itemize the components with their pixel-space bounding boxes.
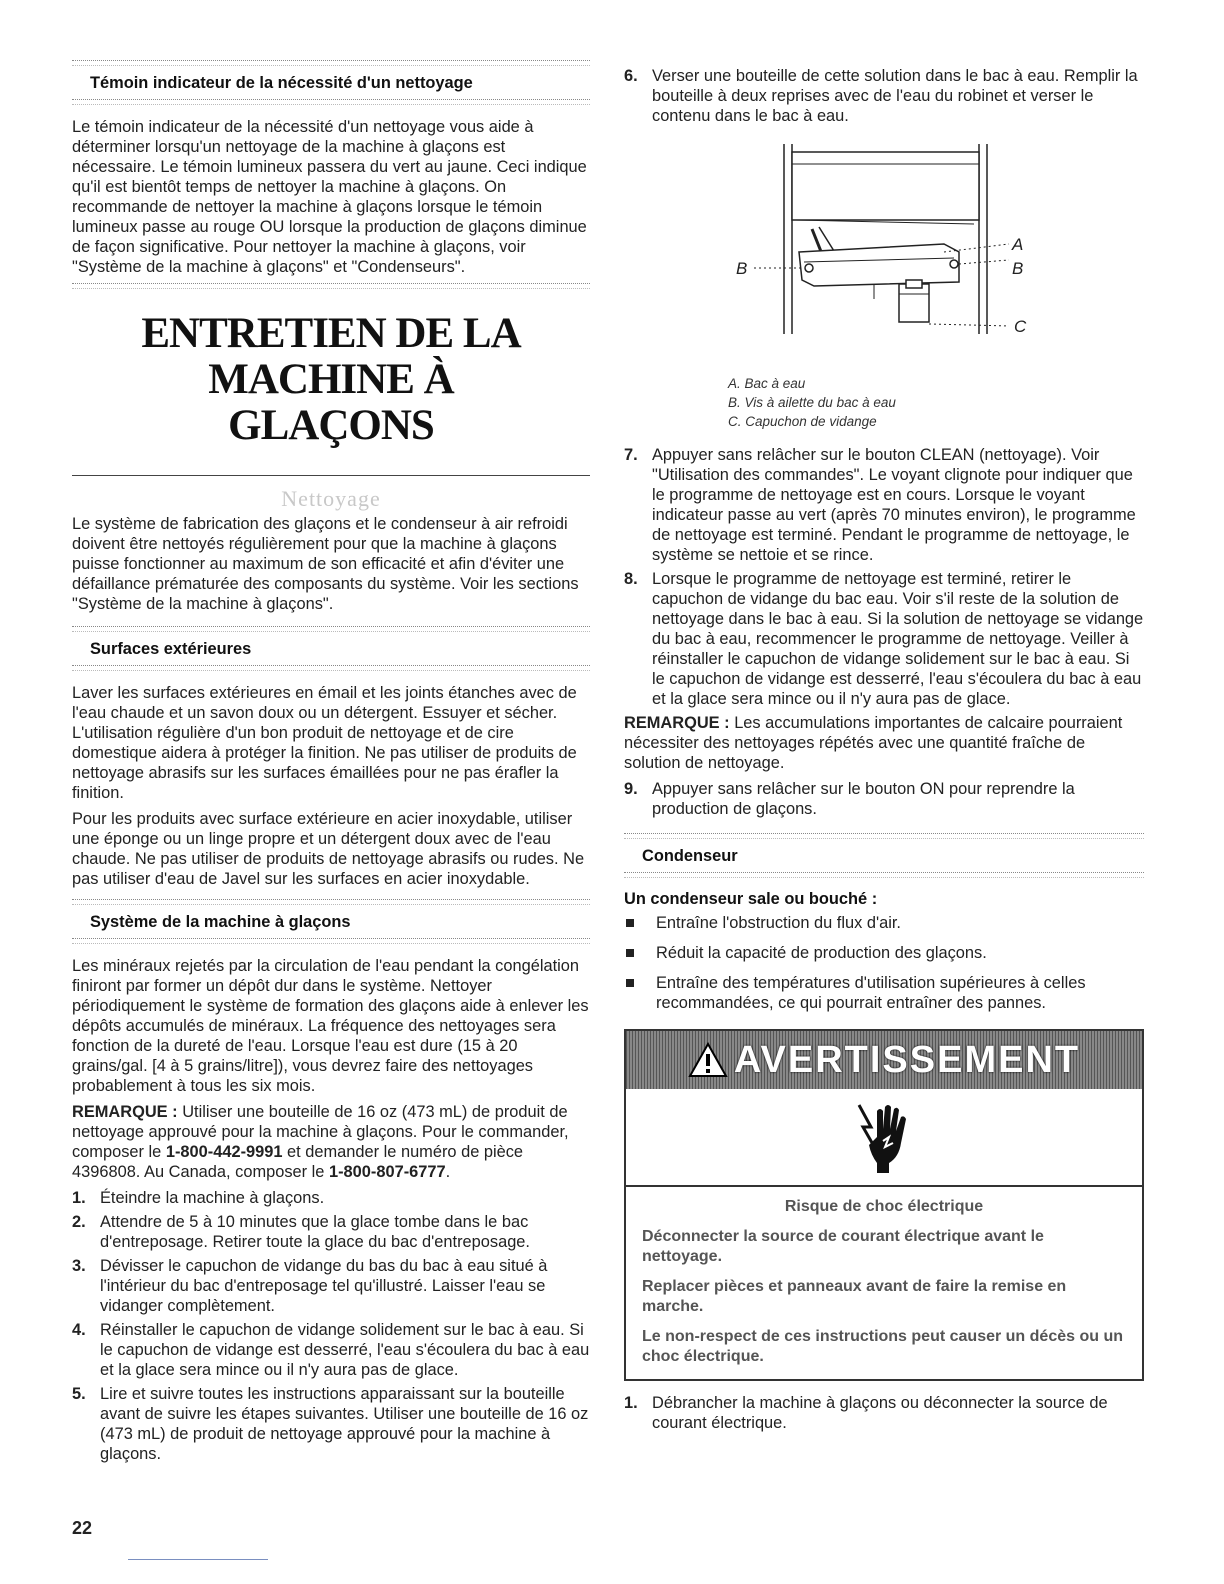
label-b-left: B (736, 259, 748, 278)
note-text-b: et demander le numéro de pièce 4396808. Au Canada, composer le (72, 1143, 524, 1181)
step-text: Lire et suivre toutes les instructions apparaissant sur la bouteille avant de suivre les étapes suivantes. Utiliser une bouteille de 16 oz (473 mL) de produit de nettoyage approuvé pour la machine à glaçons. (100, 1385, 589, 1463)
divider (72, 665, 590, 671)
step-item (624, 66, 1144, 126)
step-item (624, 445, 1144, 565)
bullet-square-icon (626, 949, 634, 957)
cleaning-subheading: Nettoyage (281, 486, 381, 511)
step-item (72, 1212, 590, 1252)
warning-line-2: Replacer pièces et panneaux avant de faire la remise en marche. (642, 1278, 1067, 1315)
title-rule (72, 475, 590, 476)
note-text-c: . (445, 1163, 451, 1181)
section-heading-condenser: Condenseur (642, 847, 738, 865)
section-heading-exterior: Surfaces extérieures (90, 640, 252, 658)
step-text: Réinstaller le capuchon de vidange solidement sur le bac à eau. Si le capuchon de vidange est desserré, l'eau s'écoulera du bac à eau et la glace sera mince ou il n'y aura pas de glace. (100, 1321, 590, 1379)
warning-risk: Risque de choc électrique (784, 1198, 984, 1215)
note-text-a: Utiliser une bouteille de 16 oz (473 mL) de produit de nettoyage approuvé pour la machine à glaçons. Pour le commander, composer le (72, 1103, 569, 1161)
step-item (72, 1256, 590, 1316)
page-title-line1: ENTRETIEN DE LA MACHINE À (141, 310, 521, 403)
step-item (72, 1320, 590, 1380)
divider (624, 872, 1144, 878)
step-item (72, 1384, 590, 1464)
warning-title: AVERTISSEMENT (733, 1038, 1081, 1081)
warning-body (626, 1187, 1142, 1379)
warning-box (624, 1029, 1144, 1381)
divider (72, 899, 590, 905)
note-text: Les accumulations importantes de calcaire pourraient nécessiter des nettoyages répétés avec une quantité fraîche de solution de nettoyage. (624, 714, 1123, 772)
step-item (624, 569, 1144, 709)
divider (72, 60, 590, 66)
bullet-square-icon (626, 979, 634, 987)
exterior-paragraph-1: Laver les surfaces extérieures en émail et les joints étanches avec de l'eau chaude et un savon doux ou un détergent. Essuyer et sécher. L'utilisation régulière d'un bon produit de nettoyage et de cire domestique aidera à protéger la finition. Ne pas utiliser de produits de nettoyage abrasifs sur les surfaces émaillées pour ne pas érafler la finition. (72, 684, 577, 802)
caption-b: B. Vis à ailette du bac à eau (728, 395, 896, 410)
footer-rule (128, 1559, 268, 1560)
bullet-text: Entraîne l'obstruction du flux d'air. (656, 914, 901, 932)
step-number: 9. (624, 780, 638, 798)
warning-triangle-icon (688, 1042, 728, 1078)
step-text: Appuyer sans relâcher sur le bouton CLEAN (nettoyage). Voir "Utilisation des commandes". Le voyant clignote pour indiquer que le programme de nettoyage est en cours. Lorsque le voyant indicateur passe au vert (après 70 minutes environ), le programme de nettoyage est terminé. Pendant le programme de nettoyage, le système se nettoie et se rince. (652, 446, 1136, 564)
warning-header (626, 1031, 1142, 1089)
page-title (72, 311, 590, 449)
warning-line-1: Déconnecter la source de courant électrique avant le nettoyage. (642, 1228, 1044, 1265)
divider (72, 626, 590, 632)
label-c: C (1014, 317, 1027, 336)
ice-system-paragraph: Les minéraux rejetés par la circulation de l'eau pendant la congélation finiront par former un dépôt dur dans le système. Nettoyer périodiquement le système de formation des glaçons aide à enlever les dépôts accumulés de minéraux. La fréquence des nettoyages sera fonction de la dureté de l'eau. Lorsque l'eau est dure (15 à 20 grains/gal. [4 à 5 grains/litre]), vous devrez faire des nettoyages probablement à tous les six mois. (72, 957, 589, 1095)
left-column (72, 60, 590, 1468)
step-number: 2. (72, 1213, 86, 1231)
electric-shock-hand-icon (849, 1097, 919, 1177)
step-number: 8. (624, 570, 638, 588)
step-number: 7. (624, 446, 638, 464)
condenser-lead: Un condenseur sale ou bouché : (624, 890, 878, 908)
phone-number-us: 1-800-442-9991 (165, 1143, 283, 1161)
label-b-right: B (1012, 259, 1024, 278)
page-number: 22 (72, 1518, 93, 1538)
diagram-captions (728, 374, 1144, 431)
caption-c: C. Capuchon de vidange (728, 414, 877, 429)
step-text: Débrancher la machine à glaçons ou déconnecter la source de courant électrique. (652, 1394, 1108, 1432)
step-number: 6. (624, 67, 638, 85)
cleaning-steps-right-a (624, 66, 1144, 126)
descaling-note (624, 713, 1144, 773)
exterior-paragraph-2: Pour les produits avec surface extérieure en acier inoxydable, utiliser une éponge ou un linge propre et un détergent doux avec de l'eau chaude. Ne pas utiliser de produits de nettoyage abrasifs ou rudes. Ne pas utiliser d'eau de Javel sur les surfaces en acier inoxydable. (72, 810, 585, 888)
step-item (72, 1188, 590, 1208)
label-a: A (1012, 235, 1024, 254)
divider (72, 938, 590, 944)
step-number: 3. (72, 1257, 86, 1275)
step-number: 4. (72, 1321, 86, 1339)
right-column (624, 66, 1144, 1437)
ice-system-note (72, 1102, 590, 1182)
caption-a: A. Bac à eau (728, 376, 806, 391)
step-text: Lorsque le programme de nettoyage est terminé, retirer le capuchon de vidange du bac eau. Voir s'il reste de la solution de nettoyage dans le bac à eau. Si la solution de nettoyage se vidange du bac à eau, recommencer le programme de nettoyage. Veiller à réinstaller le capuchon de vidange solidement sur le bac à eau. Si le capuchon de vidange est desserré, l'eau s'écoulera du bac à eau et la glace sera mince ou il n'y aura pas de glace. (652, 570, 1144, 708)
note-label: REMARQUE : (72, 1103, 178, 1121)
step-number: 1. (72, 1189, 86, 1207)
divider (624, 833, 1144, 839)
bullet-square-icon (626, 919, 634, 927)
divider (72, 99, 590, 105)
water-trough-illustration (624, 134, 1144, 370)
cleaning-indicator-text: Le témoin indicateur de la nécessité d'un nettoyage vous aide à déterminer lorsqu'un nettoyage de la machine à glaçons est nécessaire. Le témoin lumineux passera du vert au jaune. Ceci indique qu'il est bientôt temps de nettoyer la machine à glaçons. On recommande de nettoyer la machine à glaçons lorsque le témoin lumineux passe au rouge OU lorsque la production de glaçons diminue de façon significative. Pour nettoyer la machine à glaçons, voir "Système de la machine à glaçons" et "Condenseurs". (72, 118, 587, 276)
bullet-text: Réduit la capacité de production des glaçons. (656, 944, 987, 962)
step-text: Dévisser le capuchon de vidange du bas du bac à eau situé à l'intérieur du bac d'entreposage tel qu'illustré. Laisser l'eau se vidanger complètement. (100, 1257, 548, 1315)
warning-line-3: Le non-respect de ces instructions peut causer un décès ou un choc électrique. (642, 1328, 1123, 1365)
phone-number-canada: 1-800-807-6777 (328, 1163, 446, 1181)
cleaning-steps-left (72, 1188, 590, 1464)
list-item (624, 913, 1144, 933)
step-number: 1. (624, 1394, 638, 1412)
condenser-bullets (624, 913, 1144, 1013)
page-title-line2: GLAÇONS (228, 402, 434, 449)
step-item (624, 779, 1144, 819)
condenser-steps (624, 1393, 1144, 1433)
list-item (624, 943, 1144, 963)
step-text: Verser une bouteille de cette solution dans le bac à eau. Remplir la bouteille à deux reprises avec de l'eau du robinet et verser le contenu dans le bac à eau. (652, 67, 1138, 125)
section-heading-ice-system: Système de la machine à glaçons (90, 913, 351, 931)
bullet-text: Entraîne des températures d'utilisation supérieures à celles recommandées, ce qui pourrait entraîner des pannes. (656, 974, 1086, 1012)
note-label: REMARQUE : (624, 714, 730, 732)
step-text: Attendre de 5 à 10 minutes que la glace tombe dans le bac d'entreposage. Retirer toute la glace du bac d'entreposage. (100, 1213, 530, 1251)
cleaning-steps-right-b (624, 445, 1144, 709)
list-item (624, 973, 1144, 1013)
step-number: 5. (72, 1385, 86, 1403)
step-text: Appuyer sans relâcher sur le bouton ON pour reprendre la production de glaçons. (652, 780, 1075, 818)
cleaning-steps-right-c (624, 779, 1144, 819)
warning-icon-area (626, 1089, 1142, 1187)
water-trough-diagram (624, 134, 1144, 370)
intro-text: Le système de fabrication des glaçons et le condenseur à air refroidi doivent être nettoyés régulièrement pour que la machine à glaçons puisse fonctionner au maximum de son efficacité et afin d'éviter une défaillance prématurée des composants du système. Voir les sections "Système de la machine à glaçons". (72, 515, 579, 613)
divider (72, 283, 590, 289)
step-item (624, 1393, 1144, 1433)
step-text: Éteindre la machine à glaçons. (100, 1189, 325, 1207)
section-heading-cleaning-indicator: Témoin indicateur de la nécessité d'un nettoyage (90, 74, 473, 92)
